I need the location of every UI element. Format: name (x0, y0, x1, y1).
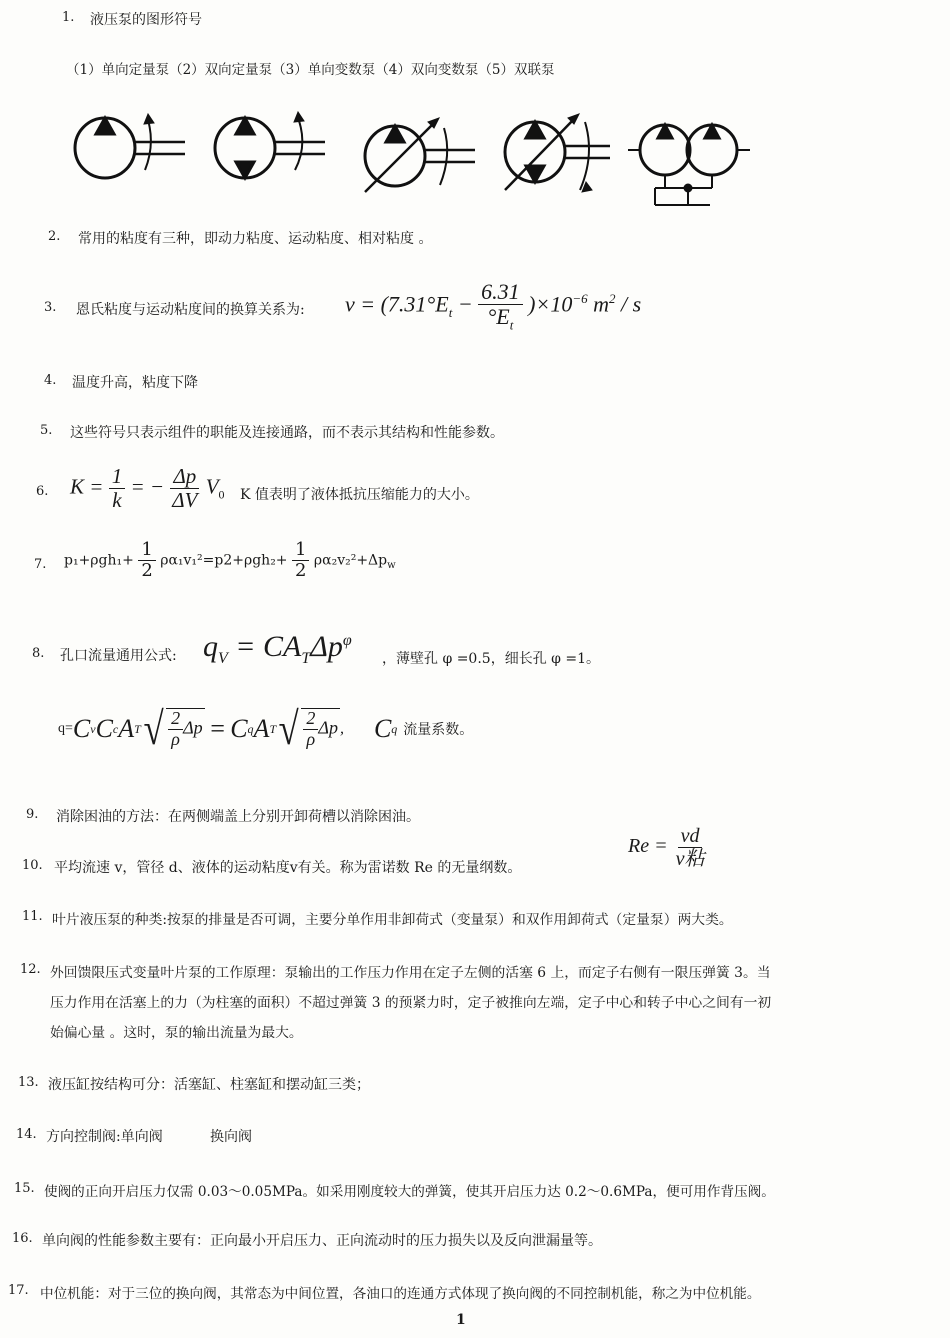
double-pump-symbol (628, 125, 750, 205)
item-16-number: 16. (12, 1231, 33, 1246)
item-5-number: 5. (40, 423, 53, 438)
item-8-number: 8. (32, 646, 45, 661)
item-6-text: K 值表明了液体抵抗压缩能力的大小。 (240, 487, 479, 503)
item-14-number: 14. (16, 1127, 37, 1142)
single-fixed-pump-symbol (75, 114, 185, 178)
item-11-text: 叶片液压泵的种类:按泵的排量是否可调，主要分单作用非卸荷式（变量泵）和双作用卸荷式（定量泵）两大类。 (52, 912, 733, 928)
item-2-number: 2. (48, 229, 61, 244)
engler-formula: $\nu = (7.31^\circ E_t$ − $\frac{6.31}{^\circ E_t}$ )$\times 10^{-6}$ $m^2$ / s (345, 279, 642, 333)
item-11-number: 11. (22, 909, 43, 924)
item-16-text: 单向阀的性能参数主要有：正向最小开启压力、正向流动时的压力损失以及反向泄漏量等。 (42, 1233, 602, 1249)
page-number: 1 (456, 1312, 466, 1328)
item-4-number: 4. (44, 373, 57, 388)
item-17-number: 17. (8, 1283, 29, 1298)
bidirectional-fixed-pump-symbol (215, 112, 325, 178)
item-8-note: ，薄壁孔 φ =0.5，细长孔 φ =1。 (382, 651, 601, 667)
item-3-text: 恩氏粘度与运动粘度间的换算关系为: (76, 302, 305, 318)
item-1-number: 1. (62, 10, 75, 25)
item-8-text: 孔口流量通用公式: (60, 648, 177, 664)
item-17-text: 中位机能：对于三位的换向阀，其常态为中间位置，各油口的连通方式体现了换向阀的不同控制机能，称之为中位机能。 (40, 1286, 761, 1302)
bernoulli-equation: p₁+ρgh₁+ $\frac{1}{2}$ ρα₁v₁²=p2+ρgh₂+ $\frac{1}{2}$ $\rho\alpha_2v_2^2+\Delta p_w$ (64, 539, 396, 581)
item-10-number: 10. (22, 858, 43, 873)
item-6-number: 6. (36, 484, 49, 499)
bulk-modulus-formula: K = $\frac{1}{k}$ = − $\frac{\Delta p}{\Delta V}$ $V_0$ (70, 464, 225, 513)
pump-symbols-figure (60, 100, 760, 215)
item-10-text: 平均流速 v，管径 d、液体的运动粘度v有关。称为雷诺数 Re 的无量纲数。 (54, 860, 522, 876)
item-3-number: 3. (44, 300, 57, 315)
item-1-heading: 液压泵的图形符号 (90, 12, 202, 28)
item-13-number: 13. (18, 1075, 39, 1090)
reynolds-formula: Re = $\frac{vd}{\text{v粘}}$ (628, 825, 705, 870)
pump-types-list: （1）单向定量泵（2）双向定量泵（3）单向变数泵（4）双向变数泵（5）双联泵 (66, 62, 555, 78)
item-13-text: 液压缸按结构可分：活塞缸、柱塞缸和摆动缸三类； (48, 1077, 370, 1093)
item-15-text: 使阀的正向开启压力仅需 0.03～0.05MPa。如采用刚度较大的弹簧，使其开启压力达 0.2～0.6MPa，便可用作背压阀。 (44, 1184, 775, 1200)
bidirectional-variable-pump-symbol (505, 114, 610, 192)
item-2-text: 常用的粘度有三种，即动力粘度、运动粘度、相对粘度 。 (78, 231, 433, 247)
item-12-line-3: 始偏心量 。这时，泵的输出流量为最大。 (50, 1025, 303, 1041)
item-9-number: 9. (26, 807, 39, 822)
item-15-number: 15. (14, 1181, 35, 1196)
item-5-text: 这些符号只表示组件的职能及连接通路，而不表示其结构和性能参数。 (70, 425, 504, 441)
flow-coefficient-formula: q= C v C c A T √ $\frac{2}{\rho}$ Δp = C q A T √ $\frac{2}{\rho}$ Δp , C q 流量系数。 (58, 703, 474, 754)
single-variable-pump-symbol (365, 118, 475, 192)
item-9-text: 消除困油的方法：在两侧端盖上分别开卸荷槽以消除困油。 (56, 809, 420, 825)
item-12-line-1: 外回馈限压式变量叶片泵的工作原理：泵输出的工作压力作用在定子左侧的活塞 6 上，而定子右侧有一限压弹簧 3。当 (50, 965, 771, 981)
item-7-number: 7. (34, 557, 47, 572)
item-12-line-2: 压力作用在活塞上的力（为柱塞的面积）不超过弹簧 3 的预紧力时，定子被推向左端，定子中心和转子中心之间有一初 (50, 995, 772, 1011)
item-12-number: 12. (20, 962, 41, 977)
orifice-flow-formula: $q_V = CA_T\Delta p^\varphi$ (203, 630, 352, 667)
item-14-text: 方向控制阀:单向阀 (46, 1129, 163, 1145)
item-4-text: 温度升高，粘度下降 (72, 375, 198, 391)
item-14-text-2: 换向阀 (210, 1129, 252, 1145)
